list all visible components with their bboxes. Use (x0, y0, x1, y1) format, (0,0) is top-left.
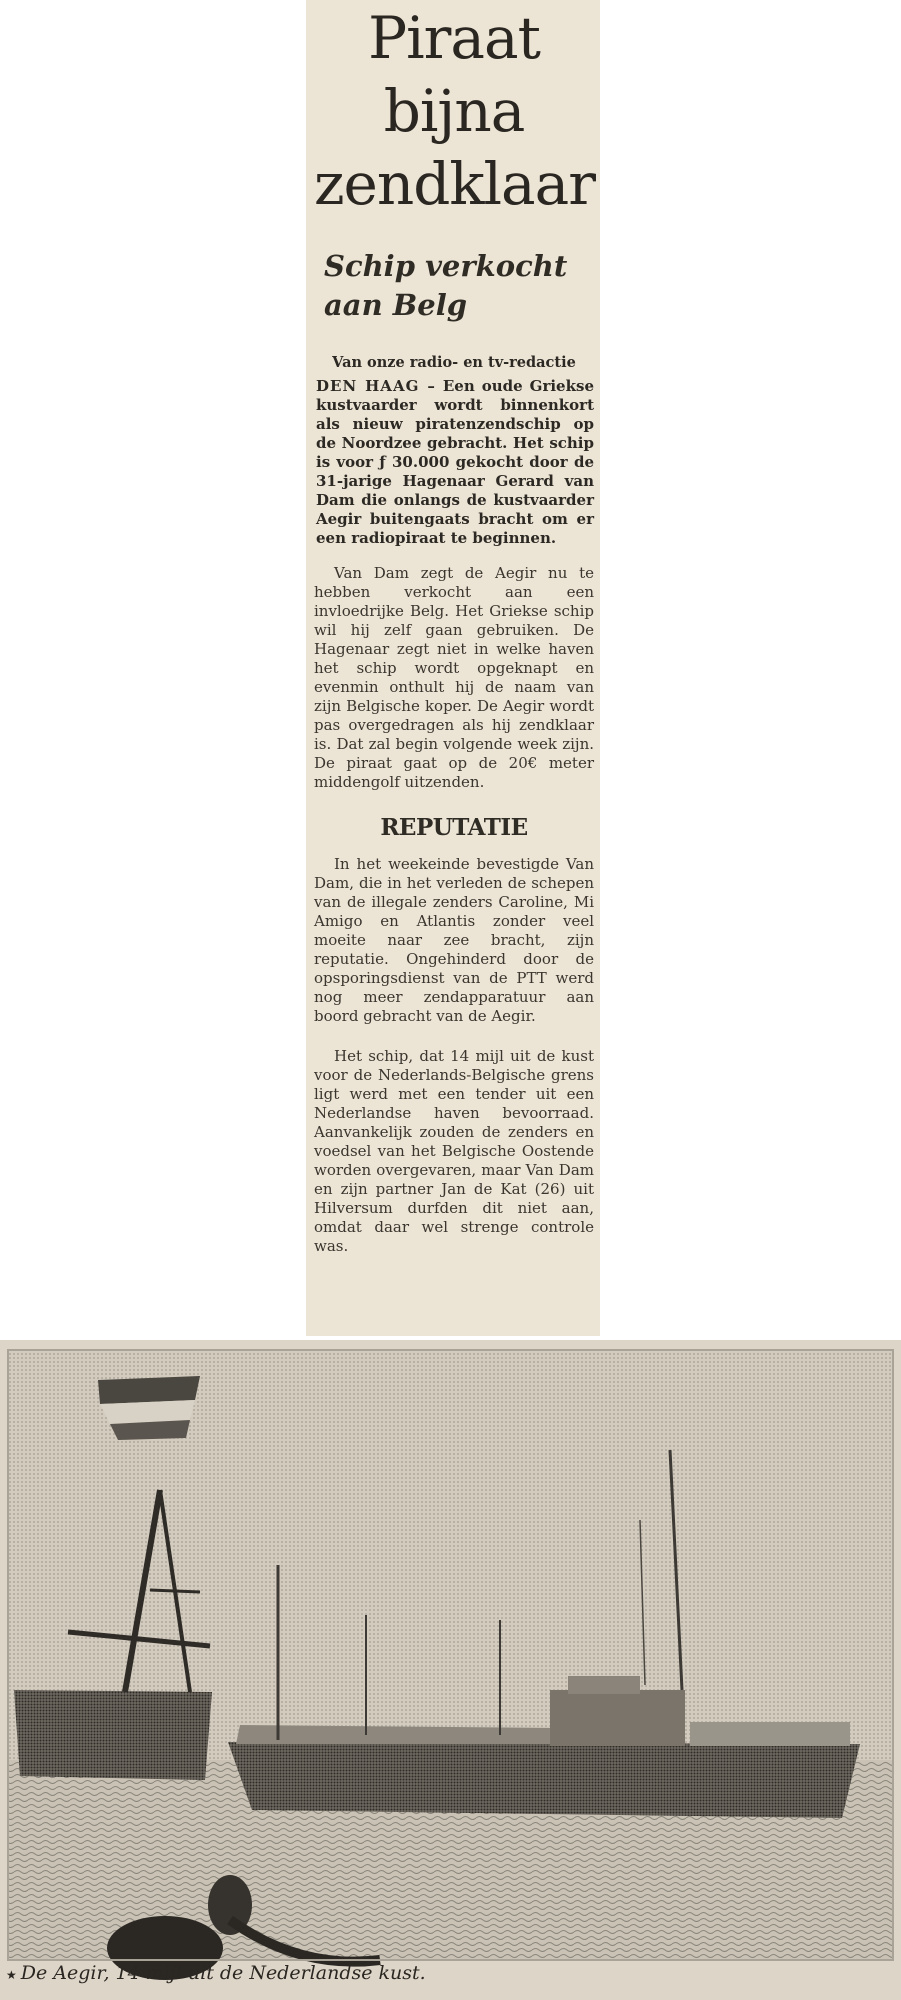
lead-text: Een oude Griekse kustvaarder wordt binnenkort als nieuw piratenzendschip op de Noordzee gebracht. Het schip is voor ƒ 30.000 gekocht door de 31-jarige Hagenaar Gerard van Dam die onlangs de kustvaarder Aegir buitengaats bracht om er een radiopiraat te beginnen. (316, 377, 594, 547)
caption-marker: ★ (6, 1968, 17, 1982)
section-heading: REPUTATIE (380, 814, 528, 841)
caption-text: De Aegir, 14 mijl uit de Nederlandse kust. (20, 1962, 426, 1984)
headline (314, 0, 594, 221)
news-photo (0, 1340, 901, 2000)
article-column (306, 0, 600, 1336)
dateline: DEN HAAG – (316, 377, 436, 395)
photo-caption (6, 1961, 886, 1987)
headline-line: Piraat (368, 4, 540, 72)
paragraph-2: Van Dam zegt de Aegir nu te hebben verkocht aan een invloedrijke Belg. Het Griekse schip wil hij zelf gaan gebruiken. De Hagenaar zegt niet in welke haven het schip wordt opgeknapt en evenmin onthult hij de naam van zijn Belgische koper. De Aegir wordt pas overgedragen als hij zendklaar is. Dat zal begin volgende week zijn. De piraat gaat op de 20€ meter middengolf uitzenden. (314, 564, 594, 791)
subheadline-line: aan Belg (324, 288, 468, 322)
paragraph-3: In het weekeinde bevestigde Van Dam, die in het verleden de schepen van de illegale zenders Caroline, Mi Amigo en Atlantis zonder veel moeite naar zee bracht, zijn reputatie. Ongehinderd door de opsporingsdienst van de PTT werd nog meer zendapparatuur aan boord gebracht van de Aegir. (314, 855, 594, 1025)
headline-line: zendklaar (314, 150, 595, 218)
paragraph-4: Het schip, dat 14 mijl uit de kust voor de Nederlands-Belgische grens ligt werd met een tender uit een Nederlandse haven bevoorraad. Aanvankelijk zouden de zenders en voedsel van het Belgische Oostende worden overgevaren, maar Van Dam en zijn partner Jan de Kat (26) uit Hilversum durfden dit niet aan, omdat daar wel strenge controle was. (314, 1047, 594, 1255)
subheadline (324, 247, 594, 325)
subheadline-line: Schip verkocht (324, 249, 568, 283)
ship-photo-image (0, 1340, 901, 2000)
lead-paragraph (314, 377, 594, 548)
byline: Van onze radio- en tv-redactie (332, 354, 576, 371)
headline-line: bijna (383, 77, 525, 145)
